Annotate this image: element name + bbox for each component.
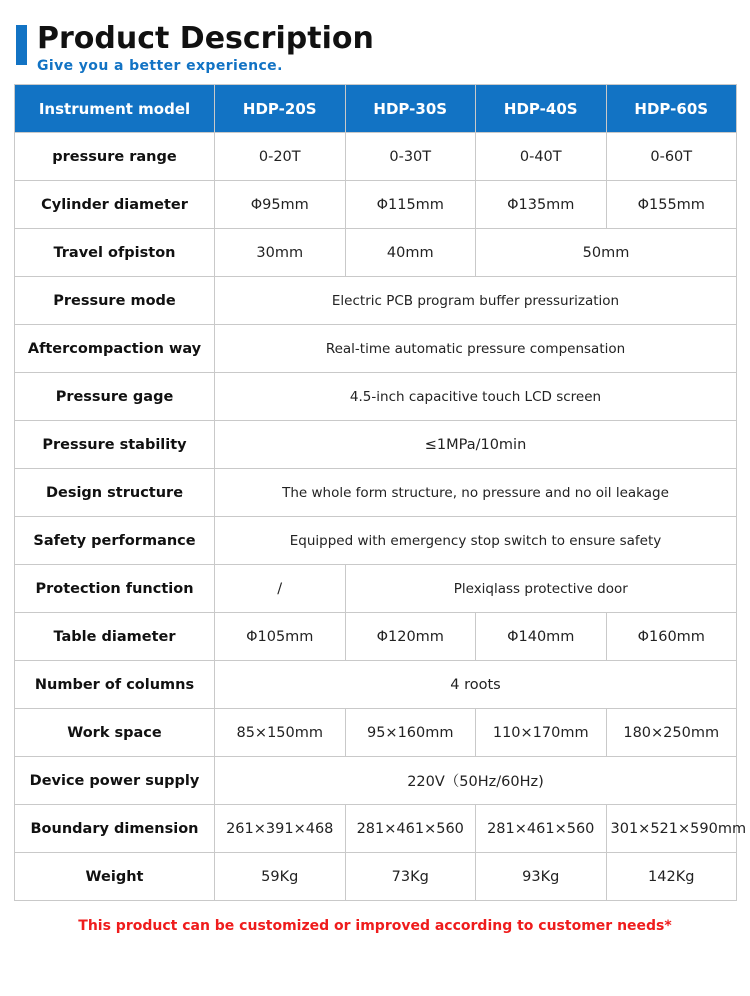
table-cell: 0-20T: [215, 133, 346, 181]
table-header-cell: HDP-60S: [606, 85, 737, 133]
table-cell: Real-time automatic pressure compensation: [215, 325, 737, 373]
row-label: Table diameter: [15, 613, 215, 661]
specification-table: [14, 84, 747, 901]
table-cell: 4 roots: [215, 661, 737, 709]
table-row: [15, 805, 737, 853]
page-header: [0, 0, 750, 84]
row-label: Protection function: [15, 565, 215, 613]
row-label: Number of columns: [15, 661, 215, 709]
table-row: [15, 421, 737, 469]
table-cell: 95×160mm: [345, 709, 476, 757]
table-cell: Φ115mm: [345, 181, 476, 229]
row-label: Boundary dimension: [15, 805, 215, 853]
table-cell: Φ95mm: [215, 181, 346, 229]
table-row: [15, 133, 737, 181]
table-row: [15, 613, 737, 661]
row-label: Aftercompaction way: [15, 325, 215, 373]
table-row: [15, 757, 737, 805]
table-row: [15, 373, 737, 421]
row-label: Cylinder diameter: [15, 181, 215, 229]
row-label: Pressure mode: [15, 277, 215, 325]
table-cell: 73Kg: [345, 853, 476, 901]
spec-table-wrapper: [0, 84, 750, 901]
table-cell: 40mm: [345, 229, 476, 277]
table-row: [15, 709, 737, 757]
page-subtitle: Give you a better experience.: [37, 58, 283, 74]
table-row: [15, 277, 737, 325]
table-row: [15, 325, 737, 373]
table-header-cell: Instrument model: [15, 85, 215, 133]
table-cell: Electric PCB program buffer pressurization: [215, 277, 737, 325]
table-cell: 59Kg: [215, 853, 346, 901]
table-cell: Equipped with emergency stop switch to ensure safety: [215, 517, 737, 565]
row-label: Pressure stability: [15, 421, 215, 469]
table-cell: 301×521×590mm: [606, 805, 737, 853]
table-cell: Φ135mm: [476, 181, 607, 229]
table-cell: 0-40T: [476, 133, 607, 181]
table-cell: Φ140mm: [476, 613, 607, 661]
table-header: [15, 85, 737, 133]
table-cell: 30mm: [215, 229, 346, 277]
row-label: Safety performance: [15, 517, 215, 565]
table-header-cell: HDP-40S: [476, 85, 607, 133]
table-cell: Plexiqlass protective door: [345, 565, 737, 613]
row-label: pressure range: [15, 133, 215, 181]
row-label: Pressure gage: [15, 373, 215, 421]
table-cell: Φ160mm: [606, 613, 737, 661]
table-body: [15, 133, 747, 901]
row-label: Travel ofpiston: [15, 229, 215, 277]
table-cell: 281×461×560: [476, 805, 607, 853]
table-row: [15, 469, 737, 517]
table-cell: 93Kg: [476, 853, 607, 901]
table-cell: 0-30T: [345, 133, 476, 181]
table-cell: 50mm: [476, 229, 737, 277]
table-cell: The whole form structure, no pressure and no oil leakage: [215, 469, 737, 517]
table-row: [15, 565, 737, 613]
table-cell: 220V（50Hz/60Hz): [215, 757, 737, 805]
row-label: Work space: [15, 709, 215, 757]
row-label: Design structure: [15, 469, 215, 517]
page-title: Product Description: [37, 21, 374, 56]
table-row: [15, 661, 737, 709]
row-label: Device power supply: [15, 757, 215, 805]
table-header-cell: HDP-20S: [215, 85, 346, 133]
table-cell: Φ155mm: [606, 181, 737, 229]
table-cell: Φ105mm: [215, 613, 346, 661]
table-cell: 180×250mm: [606, 709, 737, 757]
table-cell: 0-60T: [606, 133, 737, 181]
table-header-row: [15, 85, 737, 133]
table-cell: 142Kg: [606, 853, 737, 901]
row-label: Weight: [15, 853, 215, 901]
table-cell: 85×150mm: [215, 709, 346, 757]
customization-note: This product can be customized or improved according to customer needs*: [78, 918, 672, 934]
table-cell: Φ120mm: [345, 613, 476, 661]
table-cell: /: [215, 565, 346, 613]
table-cell: 261×391×468: [215, 805, 346, 853]
header-text-group: [37, 22, 374, 74]
table-row: [15, 853, 737, 901]
table-cell: 4.5-inch capacitive touch LCD screen: [215, 373, 737, 421]
table-header-cell: HDP-30S: [345, 85, 476, 133]
table-row: [15, 229, 737, 277]
table-row: [15, 181, 737, 229]
table-cell: 281×461×560: [345, 805, 476, 853]
header-accent-bar: [16, 25, 27, 65]
table-cell: ≤1MPa/10min: [215, 421, 737, 469]
table-row: [15, 517, 737, 565]
table-cell: 110×170mm: [476, 709, 607, 757]
